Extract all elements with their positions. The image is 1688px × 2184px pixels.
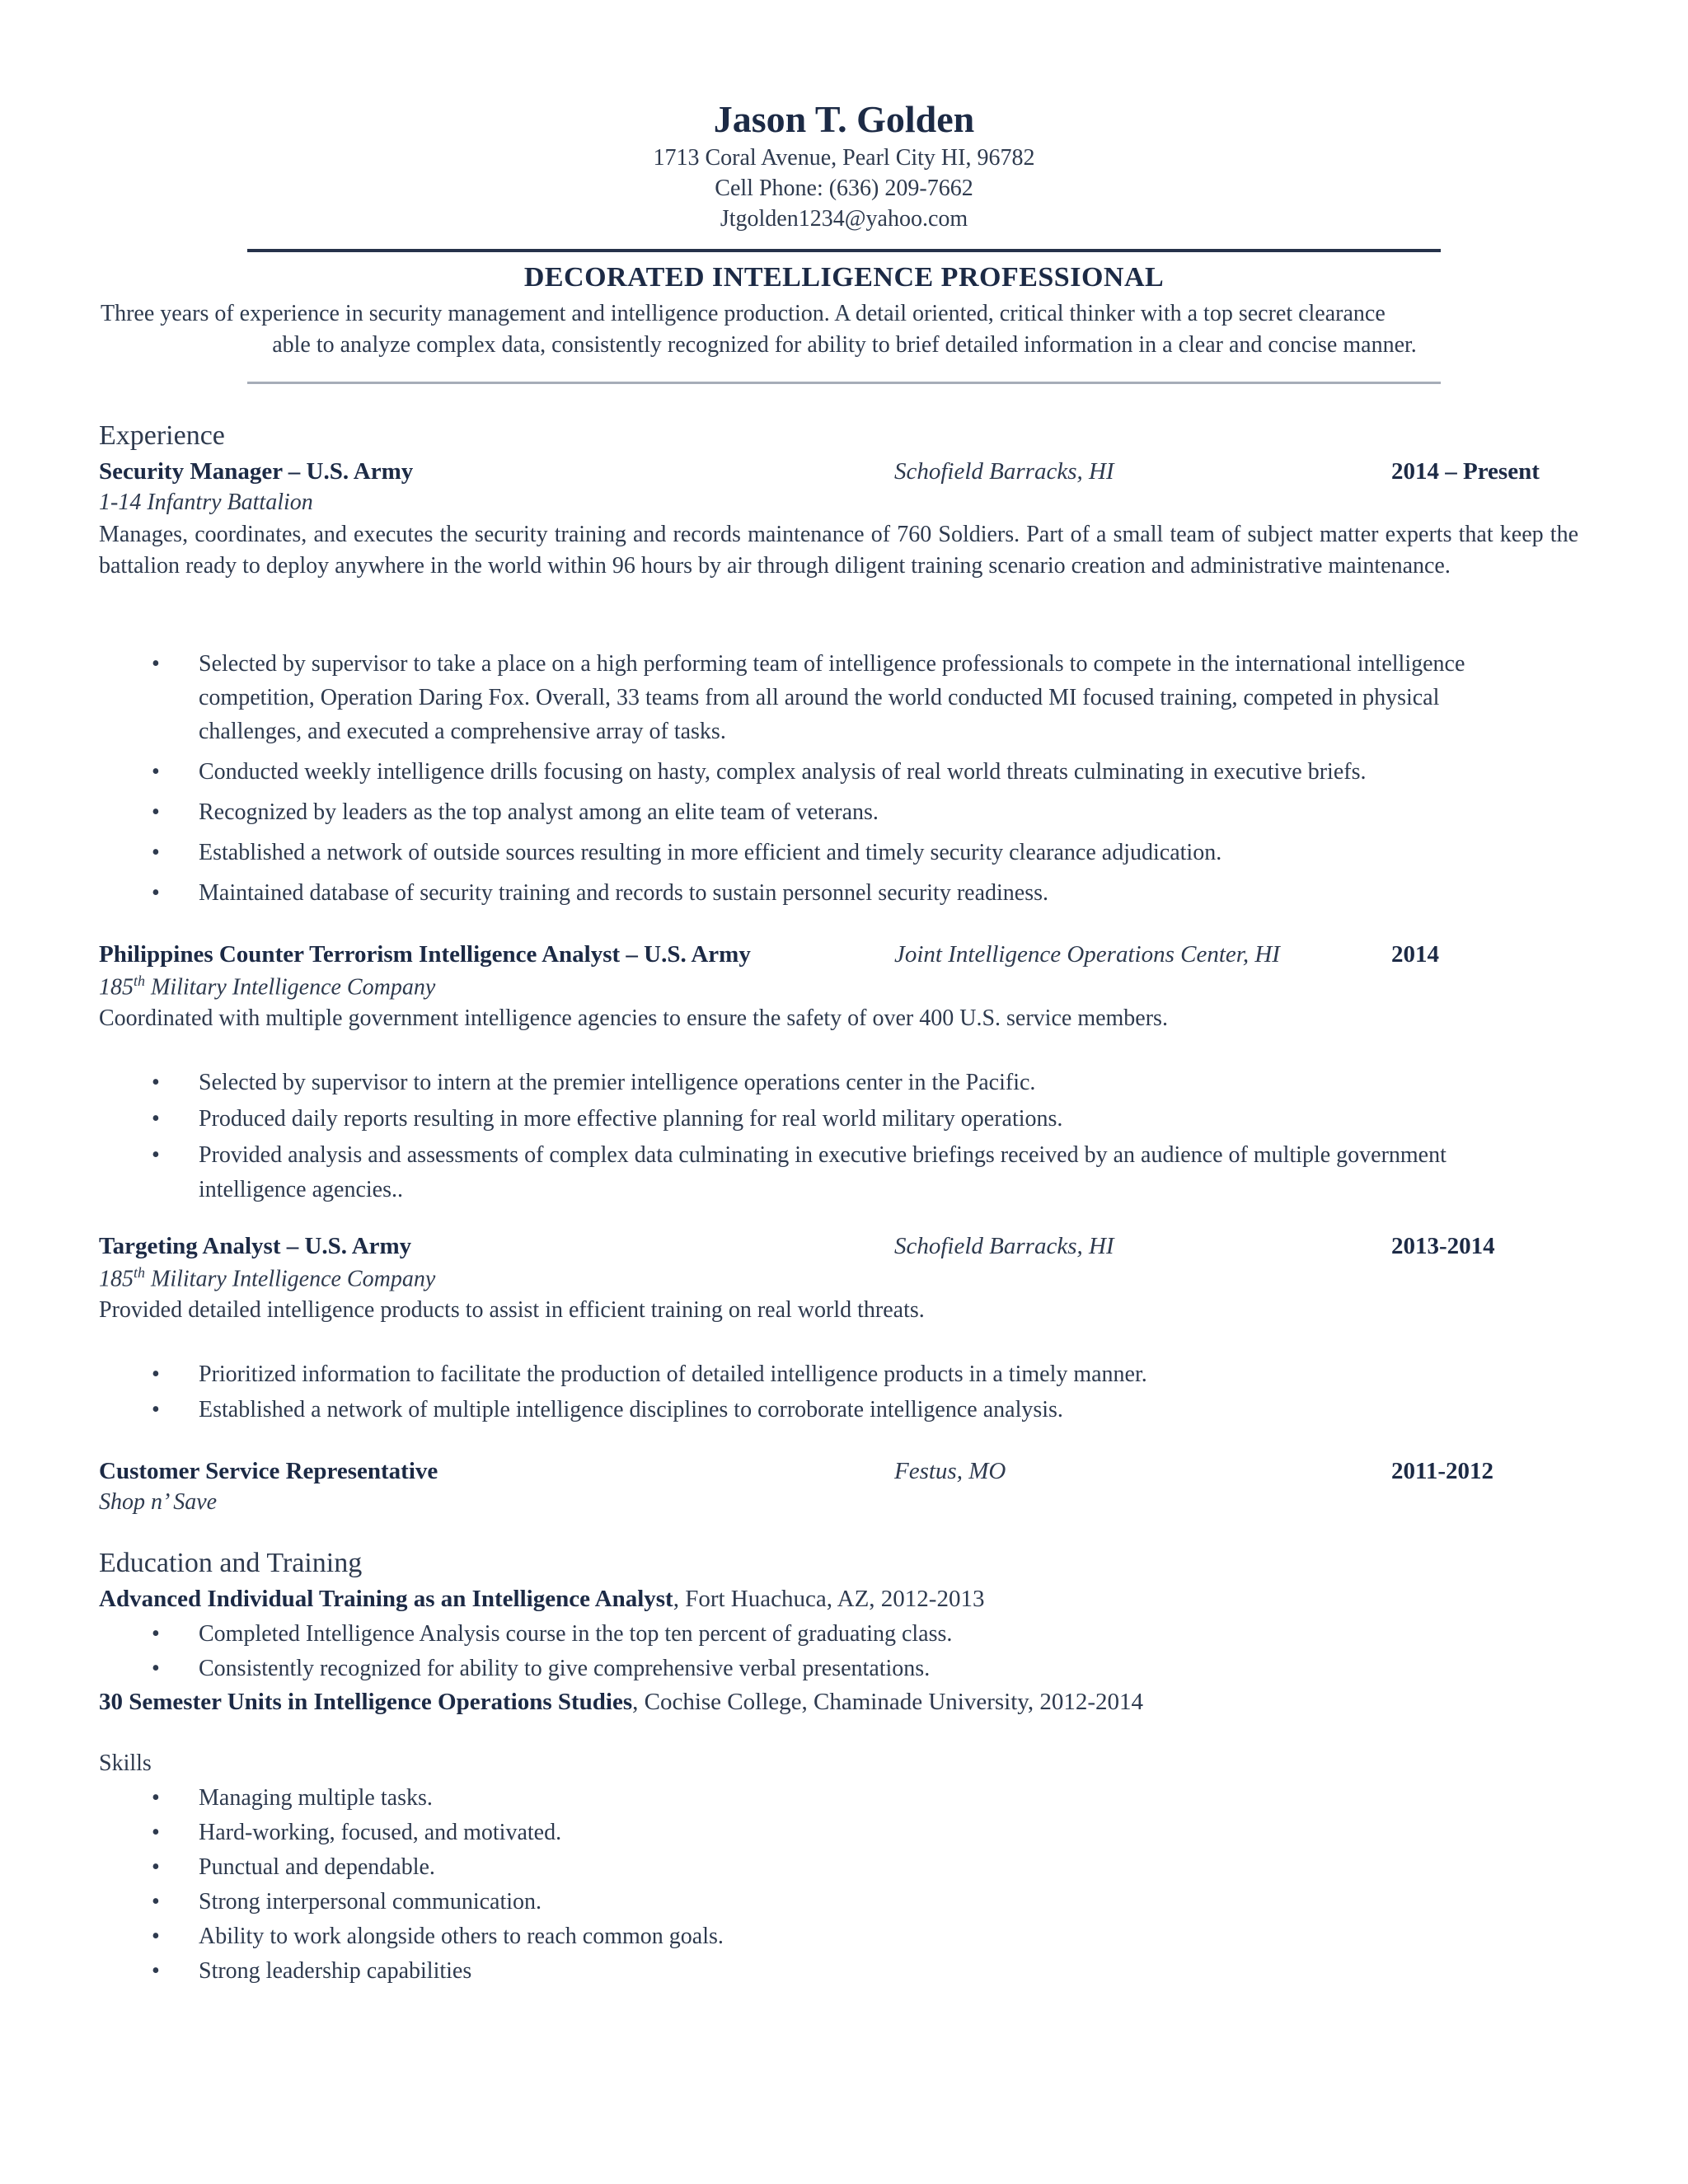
job-description: Manages, coordinates, and executes the security training and records maintenance of 760 Soldiers. Part of a small team of subject matter experts that keep the battalion ready to deploy anywhere in the world within 96 hours by air through diligent training scenario creation and administrative maintenance. xyxy=(99,522,1578,579)
list-item: • Strong interpersonal communication. xyxy=(99,1886,1537,1919)
job-location: Joint Intelligence Operations Center, HI xyxy=(894,941,1280,968)
header-divider xyxy=(247,249,1441,252)
bullet-icon: • xyxy=(152,1820,160,1845)
job-unit: 185th Military Intelligence Company xyxy=(99,1264,436,1292)
job-bullets xyxy=(99,1357,1537,1428)
job-title: Security Manager – U.S. Army xyxy=(99,458,414,485)
job-description: Coordinated with multiple government intelligence agencies to ensure the safety of over 400 U.S. service members. xyxy=(99,1005,1168,1031)
job-unit: Shop n’ Save xyxy=(99,1489,218,1515)
list-item: • Strong leadership capabilities xyxy=(99,1955,1537,1988)
list-item: • Established a network of outside sources resulting in more efficient and timely security clearance adjudication. xyxy=(99,836,1537,869)
job-location: Schofield Barracks, HI xyxy=(894,458,1114,485)
bullet-icon: • xyxy=(152,651,160,677)
job-dates: 2013-2014 xyxy=(1391,1233,1495,1259)
education-item: Advanced Individual Training as an Intelligence Analyst, Fort Huachuca, AZ, 2012-2013 xyxy=(99,1586,985,1612)
education-heading: Education and Training xyxy=(99,1548,363,1578)
list-item: • Conducted weekly intelligence drills focusing on hasty, complex analysis of real world threats culminating in executive briefs. xyxy=(99,755,1537,789)
bullet-icon: • xyxy=(152,1785,160,1811)
bullet-icon: • xyxy=(152,1142,160,1168)
job-dates: 2014 – Present xyxy=(1391,458,1540,485)
experience-heading: Experience xyxy=(99,420,225,451)
bullet-icon: • xyxy=(152,880,160,906)
summary-line-1: Three years of experience in security management and intelligence production. A detail oriented, critical thinker with a top secret clearance xyxy=(101,301,1386,326)
skills-heading: Skills xyxy=(99,1750,152,1776)
job-bullets xyxy=(99,647,1537,916)
list-item: • Managing multiple tasks. xyxy=(99,1782,1537,1815)
job-dates: 2014 xyxy=(1391,941,1439,968)
job-unit: 1-14 Infantry Battalion xyxy=(99,490,313,515)
list-item: • Established a network of multiple intelligence disciplines to corroborate intelligence analysis. xyxy=(99,1393,1537,1427)
list-item: • Ability to work alongside others to reach common goals. xyxy=(99,1920,1537,1953)
bullet-icon: • xyxy=(152,1621,160,1647)
bullet-icon: • xyxy=(152,1958,160,1984)
headline: DECORATED INTELLIGENCE PROFESSIONAL xyxy=(523,262,1165,293)
list-item: • Recognized by leaders as the top analyst among an elite team of veterans. xyxy=(99,795,1537,829)
job-dates: 2011-2012 xyxy=(1391,1458,1494,1484)
list-item: • Consistently recognized for ability to give comprehensive verbal presentations. xyxy=(99,1652,1537,1685)
list-item: • Provided analysis and assessments of complex data culminating in executive briefings received by an audience of multiple government intelligence agencies.. xyxy=(99,1138,1537,1207)
list-item: • Hard-working, focused, and motivated. xyxy=(99,1816,1537,1849)
bullet-icon: • xyxy=(152,1924,160,1949)
phone-line: Cell Phone: (636) 209-7662 xyxy=(715,176,973,201)
bullet-icon: • xyxy=(152,1106,160,1132)
bullet-icon: • xyxy=(152,840,160,865)
job-description: Provided detailed intelligence products to assist in efficient training on real world threats. xyxy=(99,1297,925,1323)
list-item: • Prioritized information to facilitate the production of detailed intelligence products in a timely manner. xyxy=(99,1357,1537,1391)
summary-line-2: able to analyze complex data, consistently recognized for ability to brief detailed information in a clear and concise manner. xyxy=(272,332,1417,358)
education-bullets xyxy=(99,1618,1537,1687)
bullet-icon: • xyxy=(152,1889,160,1915)
list-item: • Selected by supervisor to intern at the premier intelligence operations center in the Pacific. xyxy=(99,1066,1537,1100)
job-title: Customer Service Representative xyxy=(99,1458,438,1484)
bullet-icon: • xyxy=(152,1361,160,1387)
summary-divider xyxy=(247,382,1441,384)
education-item: 30 Semester Units in Intelligence Operations Studies, Cochise College, Chaminade University, 2012-2014 xyxy=(99,1689,1144,1715)
bullet-icon: • xyxy=(152,1854,160,1880)
job-unit: 185th Military Intelligence Company xyxy=(99,972,436,1001)
list-item: • Completed Intelligence Analysis course in the top ten percent of graduating class. xyxy=(99,1618,1537,1651)
resume-name: Jason T. Golden xyxy=(713,98,975,140)
bullet-icon: • xyxy=(152,759,160,785)
job-title: Philippines Counter Terrorism Intelligence Analyst – U.S. Army xyxy=(99,941,751,968)
bullet-icon: • xyxy=(152,1070,160,1095)
job-location: Festus, MO xyxy=(894,1458,1006,1484)
list-item: • Produced daily reports resulting in more effective planning for real world military operations. xyxy=(99,1102,1537,1137)
skills-list xyxy=(99,1782,1537,1990)
list-item: • Selected by supervisor to take a place on a high performing team of intelligence professionals to compete in the international intelligence competition, Operation Daring Fox. Overall, 33 teams from all around the world conducted MI focused training, competed in physical challenges, and executed a comprehensive array of tasks. xyxy=(99,647,1537,748)
email-line: Jtgolden1234@yahoo.com xyxy=(720,206,968,232)
bullet-icon: • xyxy=(152,1397,160,1422)
bullet-icon: • xyxy=(152,1656,160,1681)
summary xyxy=(101,298,1588,361)
job-title: Targeting Analyst – U.S. Army xyxy=(99,1233,412,1259)
list-item: • Maintained database of security training and records to sustain personnel security readiness. xyxy=(99,876,1537,910)
job-bullets xyxy=(99,1066,1537,1209)
bullet-icon: • xyxy=(152,799,160,825)
job-location: Schofield Barracks, HI xyxy=(894,1233,1114,1259)
list-item: • Punctual and dependable. xyxy=(99,1851,1537,1884)
address-line: 1713 Coral Avenue, Pearl City HI, 96782 xyxy=(653,145,1035,171)
